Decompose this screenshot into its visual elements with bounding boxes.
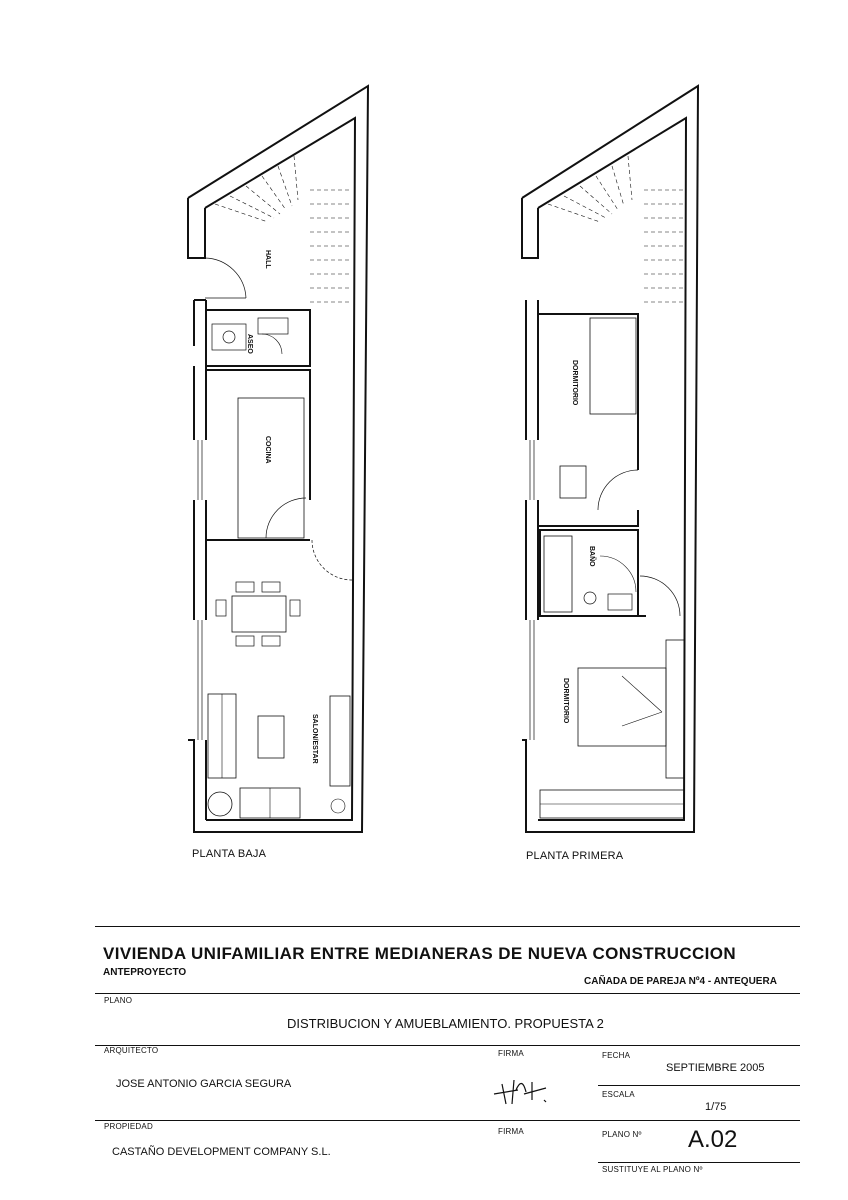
room-label-bano: BAÑO	[588, 546, 595, 567]
sustituye-label: SUSTITUYE AL PLANO Nº	[602, 1165, 703, 1174]
firma-label-2: FIRMA	[498, 1127, 524, 1136]
signature-mark	[488, 1070, 558, 1110]
plano-no-value: A.02	[688, 1126, 738, 1153]
location-label: CAÑADA DE PAREJA Nº4 - ANTEQUERA	[584, 976, 777, 987]
plano-rule	[95, 993, 800, 994]
room-label-aseo: ASEO	[246, 334, 253, 354]
escala-label: ESCALA	[602, 1090, 635, 1099]
project-title: VIVIENDA UNIFAMILIAR ENTRE MEDIANERAS DE NUEVA CONSTRUCCION	[103, 944, 737, 963]
arquitecto-label: ARQUITECTO	[104, 1046, 159, 1055]
fecha-rule	[598, 1085, 800, 1086]
first-floor-outer-wall	[522, 86, 698, 832]
room-label-hall: HALL	[264, 250, 271, 269]
room-label-dormitorio-top: DORMITORIO	[571, 360, 578, 406]
plano-label: PLANO	[104, 996, 133, 1005]
propiedad-value: CASTAÑO DEVELOPMENT COMPANY S.L.	[112, 1146, 331, 1158]
first-floor-caption: PLANTA PRIMERA	[526, 850, 624, 862]
title-top-rule	[95, 926, 800, 927]
propiedad-label: PROPIEDAD	[104, 1122, 153, 1131]
fecha-label: FECHA	[602, 1051, 631, 1060]
first-floor-plan	[522, 86, 698, 832]
escala-value: 1/75	[705, 1101, 727, 1113]
room-label-dormitorio-bottom: DORMITORIO	[562, 678, 569, 724]
ground-floor-caption: PLANTA BAJA	[192, 848, 267, 860]
arquitecto-rule	[95, 1045, 800, 1046]
ground-floor-plan	[188, 86, 368, 832]
fecha-value: SEPTIEMBRE 2005	[666, 1062, 765, 1074]
propiedad-rule	[95, 1120, 800, 1121]
arquitecto-value: JOSE ANTONIO GARCIA SEGURA	[116, 1078, 292, 1090]
ground-floor-outer-wall	[188, 86, 368, 832]
plano-no-rule	[598, 1162, 800, 1163]
plano-no-label: PLANO Nº	[602, 1130, 642, 1139]
room-label-salon: SALON/ESTAR	[311, 714, 318, 764]
firma-label-1: FIRMA	[498, 1049, 524, 1058]
phase-label: ANTEPROYECTO	[103, 967, 187, 978]
plano-value: DISTRIBUCION Y AMUEBLAMIENTO. PROPUESTA 2	[287, 1016, 604, 1031]
room-label-cocina: COCINA	[264, 436, 271, 464]
